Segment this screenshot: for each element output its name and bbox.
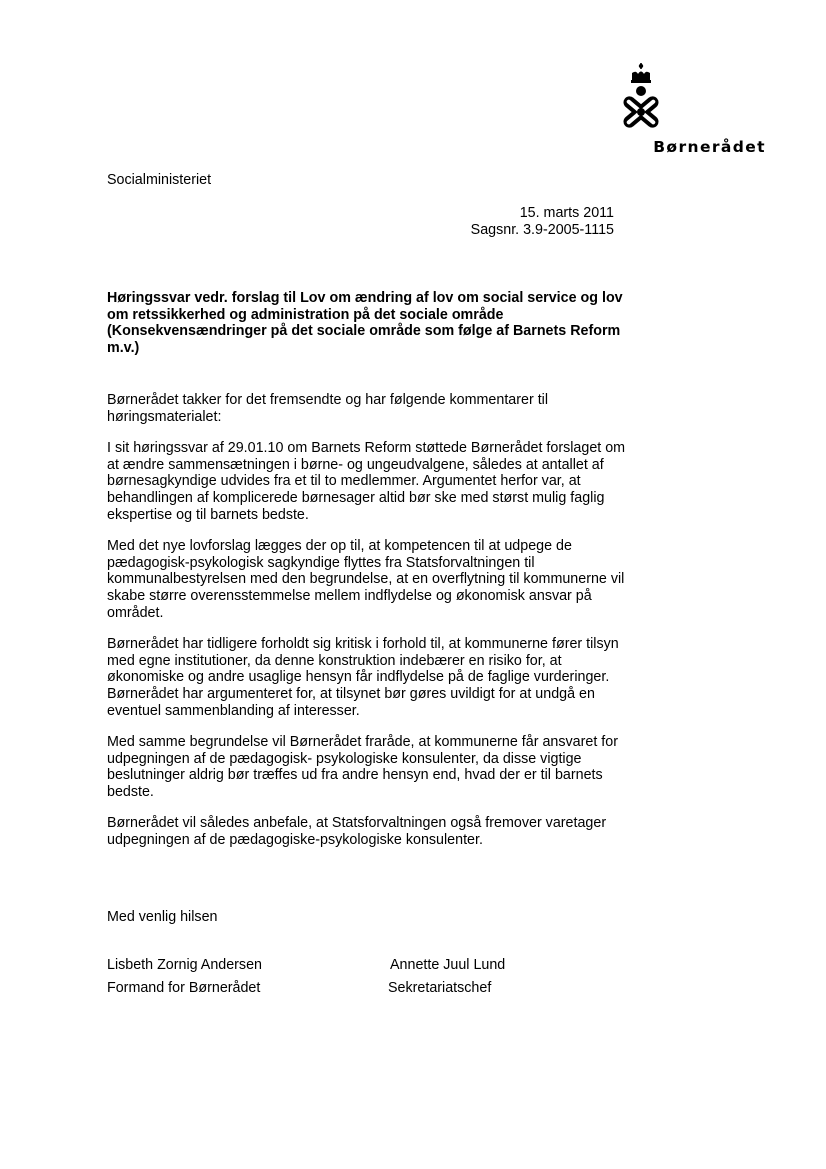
signatory-title: Sekretariatschef <box>388 980 492 996</box>
paragraph: Børnerådet vil således anbefale, at Statsforvaltningen også fremover varetager udpegningen af de pædagogiske-psykologiske konsulenter. <box>107 815 607 849</box>
letter-subject: Høringssvar vedr. forslag til Lov om ændring af lov om social service og lov om retssikkerhed og administration på det sociale område (Konsekvensændringer på det sociale område som følge af Barnets Reform m.v.) <box>107 290 623 356</box>
letter-date: 15. marts 2011 <box>519 205 614 221</box>
paragraph: Børnerådet har tidligere forholdt sig kritisk i forhold til, at kommunerne fører tilsyn med egne institutioner, da denne konstruktion indebærer en risiko for, at økonomiske og andre usaglige hensyn får indflydelse på de faglige vurderinger. Børnerådet har argumenteret for, at tilsynet bør gøres uvildigt for at undgå en eventuel sammenblanding af interesser. <box>107 636 619 719</box>
signatory-name: Lisbeth Zornig Andersen <box>107 957 262 973</box>
letter-body <box>107 392 627 864</box>
case-number: Sagsnr. 3.9-2005-1115 <box>470 221 614 238</box>
paragraph: Med samme begrundelse vil Børnerådet fraråde, at kommunerne får ansvaret for udpegningen af de pædagogisk- psykologiske konsulenter, da disse vigtige beslutninger aldrig bør træffes ud fra andre hensyn end, hvad der er til barnets bedste. <box>107 734 618 800</box>
recipient: Socialministeriet <box>107 172 212 188</box>
paragraph: Børnerådet takker for det fremsendte og har følgende kommentarer til høringsmaterialet: <box>107 392 549 425</box>
signatory-name: Annette Juul Lund <box>390 957 506 973</box>
paragraph: I sit høringssvar af 29.01.10 om Barnets Reform støttede Børnerådet forslaget om at ændre sammensætningen i børne- og ungeudvalgene, således at antallet af børnesagkyndige udvides fra et til to medlemmer. Argumentet herfor var, at behandlingen af komplicerede børnesager altid bør ske med størst mulig faglig ekspertise og til barnets bedste. <box>107 440 626 523</box>
signatory-title: Formand for Børnerådet <box>107 980 261 996</box>
paragraph: Med det nye lovforslag lægges der op til, at kompetencen til at udpege de pædagogisk-psykologisk sagkyndige flyttes fra Statsforvaltningen til kommunalbestyrelsen med den begrundelse, at en overflytning til kommunerne vil skabe større overensstemmelse mellem indflydelse og økonomisk ansvar på området. <box>107 538 625 621</box>
crown-crossed-figure-logo-icon <box>610 62 672 134</box>
date-block <box>400 205 614 238</box>
closing: Med venlig hilsen <box>107 909 218 925</box>
organization-name: Børnerådet <box>653 138 766 156</box>
